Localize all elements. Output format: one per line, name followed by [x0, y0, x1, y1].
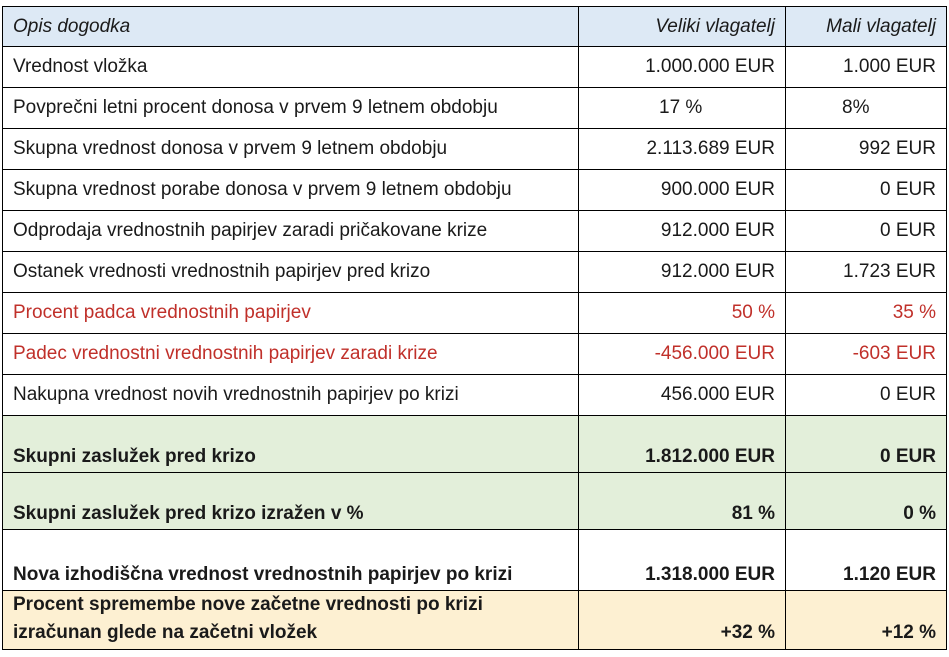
row-small-value: 0 EUR	[786, 211, 947, 252]
row-small-value: +12 %	[786, 591, 947, 650]
row-label: Odprodaja vrednostnih papirjev zaradi pričakovane krize	[3, 211, 579, 252]
table-row	[3, 591, 947, 650]
table-header-row	[3, 7, 947, 47]
row-small-value: 35 %	[786, 293, 947, 334]
header-description: Opis dogodka	[3, 7, 579, 47]
row-large-value: 900.000 EUR	[579, 170, 786, 211]
table-row	[3, 375, 947, 416]
row-small-value: 992 EUR	[786, 129, 947, 170]
table-row	[3, 473, 947, 530]
row-label-line-1: Procent spremembe nove začetne vrednosti po krizi	[13, 594, 483, 615]
row-small-value: 8%	[786, 88, 947, 129]
row-label: Procent padca vrednostnih papirjev	[3, 293, 579, 334]
row-small-value: 0 EUR	[786, 375, 947, 416]
row-large-value: 17 %	[579, 88, 786, 129]
table-row	[3, 334, 947, 375]
row-large-value: 1.318.000 EUR	[579, 530, 786, 591]
row-large-value: +32 %	[579, 591, 786, 650]
row-large-value: 912.000 EUR	[579, 252, 786, 293]
row-large-value: 1.000.000 EUR	[579, 47, 786, 88]
row-label	[3, 591, 579, 650]
row-large-value: 50 %	[579, 293, 786, 334]
row-label: Ostanek vrednosti vrednostnih papirjev pred krizo	[3, 252, 579, 293]
row-large-value: 2.113.689 EUR	[579, 129, 786, 170]
table-row	[3, 47, 947, 88]
row-label: Skupna vrednost donosa v prvem 9 letnem obdobju	[3, 129, 579, 170]
row-label: Nakupna vrednost novih vrednostnih papirjev po krizi	[3, 375, 579, 416]
table-row	[3, 530, 947, 591]
row-small-value: 0 EUR	[786, 416, 947, 473]
row-large-value: 1.812.000 EUR	[579, 416, 786, 473]
table-row	[3, 88, 947, 129]
row-large-value: 912.000 EUR	[579, 211, 786, 252]
row-label: Skupna vrednost porabe donosa v prvem 9 letnem obdobju	[3, 170, 579, 211]
row-small-value: 1.000 EUR	[786, 47, 947, 88]
row-small-value: 0 %	[786, 473, 947, 530]
row-small-value: -603 EUR	[786, 334, 947, 375]
row-label: Nova izhodiščna vrednost vrednostnih papirjev po krizi	[3, 530, 579, 591]
row-large-value: 81 %	[579, 473, 786, 530]
table-row	[3, 129, 947, 170]
table-row	[3, 170, 947, 211]
row-label: Padec vrednostni vrednostnih papirjev zaradi krize	[3, 334, 579, 375]
header-small-investor: Mali vlagatelj	[786, 7, 947, 47]
table-row	[3, 252, 947, 293]
header-large-investor: Veliki vlagatelj	[579, 7, 786, 47]
row-label-line-2: izračunan glede na začetni vložek	[13, 622, 318, 643]
row-small-value: 1.120 EUR	[786, 530, 947, 591]
table-row	[3, 211, 947, 252]
row-small-value: 0 EUR	[786, 170, 947, 211]
row-label: Skupni zaslužek pred krizo	[3, 416, 579, 473]
row-label: Povprečni letni procent donosa v prvem 9 letnem obdobju	[3, 88, 579, 129]
row-label: Skupni zaslužek pred krizo izražen v %	[3, 473, 579, 530]
row-small-value: 1.723 EUR	[786, 252, 947, 293]
row-large-value: -456.000 EUR	[579, 334, 786, 375]
investment-comparison-table	[2, 6, 947, 650]
row-large-value: 456.000 EUR	[579, 375, 786, 416]
table-row	[3, 293, 947, 334]
row-label: Vrednost vložka	[3, 47, 579, 88]
table-row	[3, 416, 947, 473]
